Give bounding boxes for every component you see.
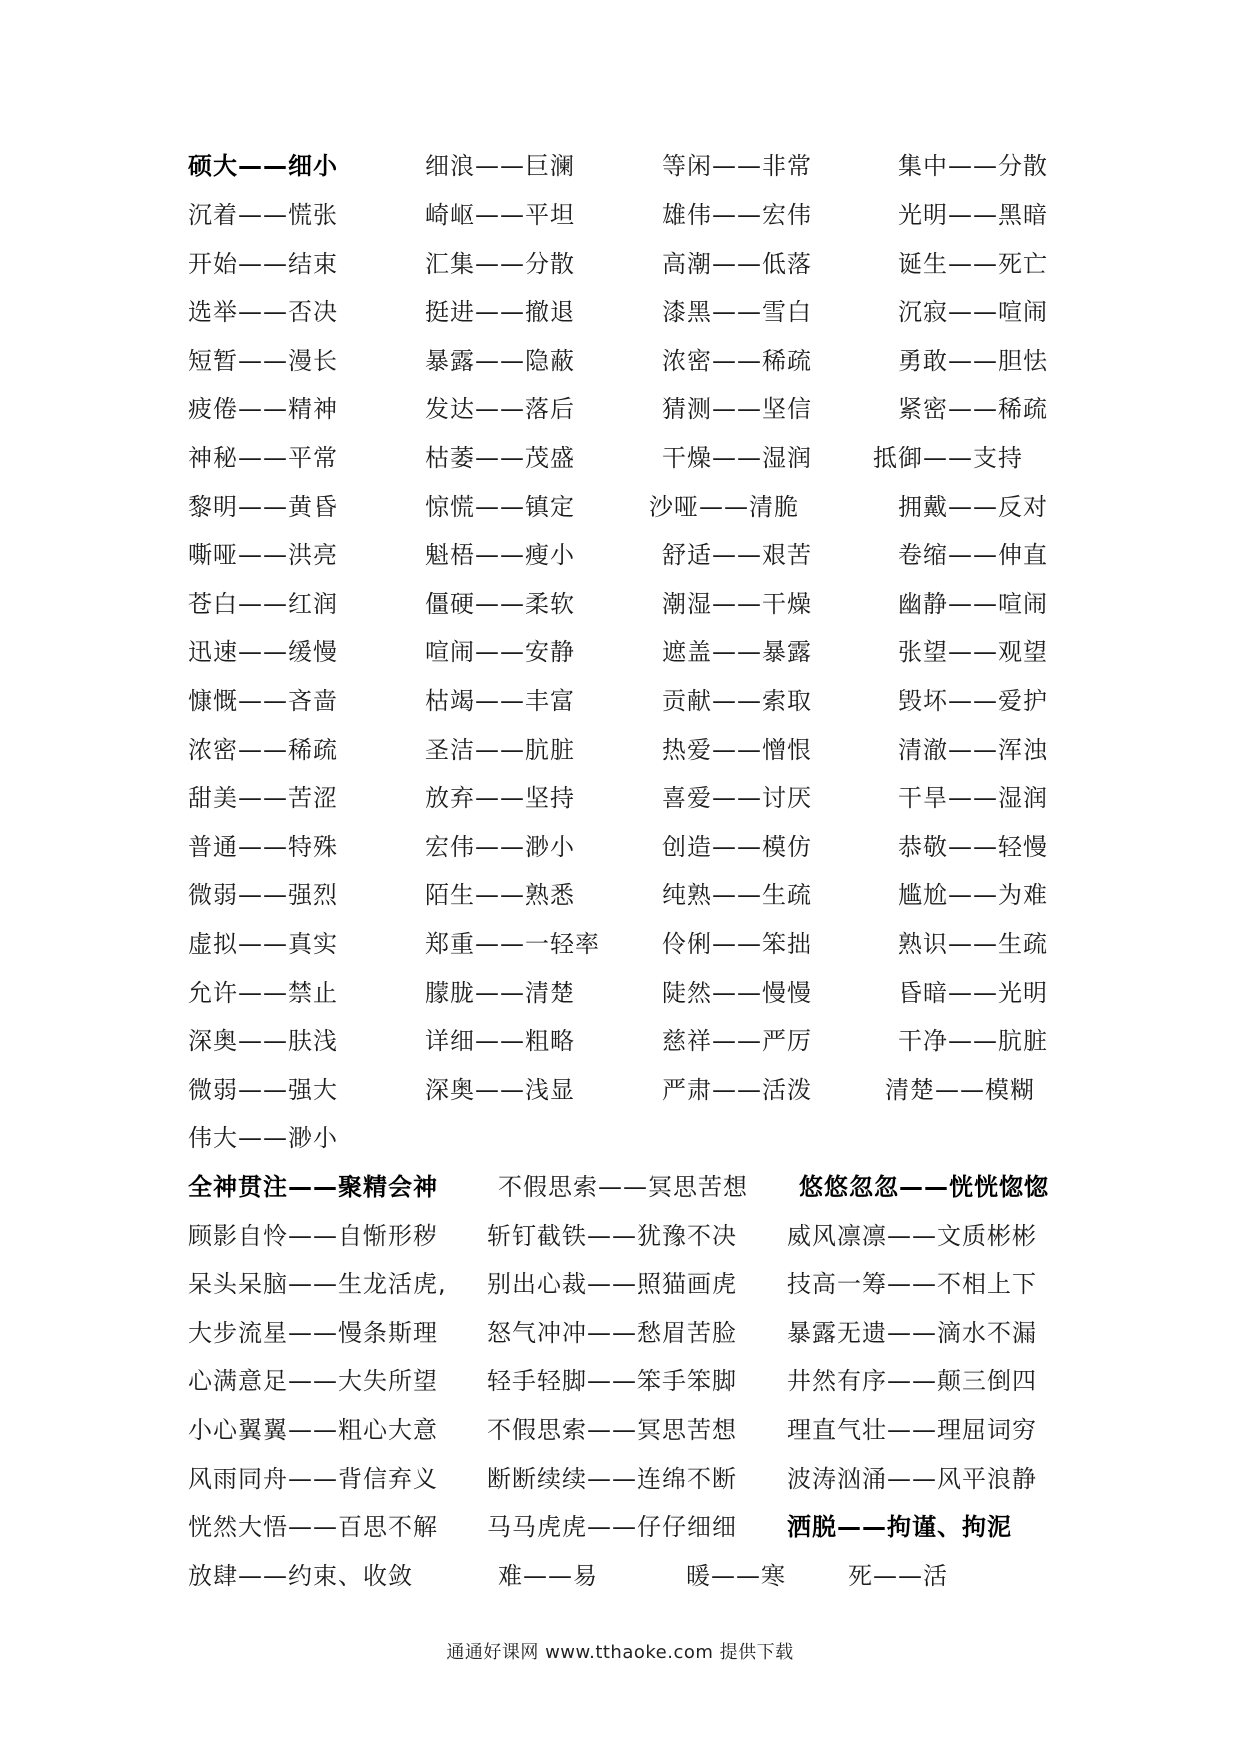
idiom-pair: 理直气壮——理屈词穷 [787, 1416, 1037, 1444]
antonym-pair: 潮湿——干燥 [662, 590, 812, 618]
antonym-pair: 放弃——坚持 [425, 784, 575, 812]
antonym-pair: 严肃——活泼 [662, 1076, 812, 1104]
antonym-pair: 枯萎——茂盛 [425, 444, 575, 472]
idiom-pair: 别出心裁——照猫画虎 [487, 1270, 737, 1298]
antonym-pair: 干燥——湿润 [662, 444, 812, 472]
antonym-pair: 甜美——苦涩 [188, 784, 338, 812]
antonym-pair: 难——易 [498, 1562, 598, 1590]
idiom-pair: 不假思索——冥思苦想 [487, 1416, 737, 1444]
antonym-pair: 深奥——肤浅 [188, 1027, 338, 1055]
antonym-pair: 勇敢——胆怯 [898, 347, 1048, 375]
idiom-pair: 井然有序——颠三倒四 [787, 1367, 1037, 1395]
idiom-pair: 暴露无遗——滴水不漏 [787, 1319, 1037, 1347]
antonym-pair: 昏暗——光明 [898, 979, 1048, 1007]
antonym-pair: 沉着——慌张 [188, 201, 338, 229]
antonym-pair: 暖——寒 [686, 1562, 786, 1590]
antonym-pair: 漆黑——雪白 [662, 298, 812, 326]
antonym-pair: 浓密——稀疏 [188, 736, 338, 764]
idiom-row [0, 1357, 1240, 1405]
antonym-row [0, 677, 1240, 725]
antonym-pair: 慈祥——严厉 [662, 1027, 812, 1055]
idiom-pair: 洒脱——拘谨、拘泥 [787, 1513, 1012, 1541]
antonym-pair: 干净——肮脏 [898, 1027, 1048, 1055]
antonym-row [0, 240, 1240, 288]
idiom-pair: 小心翼翼——粗心大意 [188, 1416, 438, 1444]
idiom-pair: 威风凛凛——文质彬彬 [787, 1222, 1037, 1250]
antonym-pair: 幽静——喧闹 [898, 590, 1048, 618]
antonym-pair: 遮盖——暴露 [662, 638, 812, 666]
antonym-row [0, 774, 1240, 822]
idiom-pair: 断断续续——连绵不断 [487, 1465, 737, 1493]
antonym-row [0, 726, 1240, 774]
antonym-pair: 清澈——浑浊 [898, 736, 1048, 764]
antonym-pair: 清楚——模糊 [885, 1076, 1035, 1104]
antonym-pair: 汇集——分散 [425, 250, 575, 278]
antonym-row [0, 337, 1240, 385]
antonym-pair: 死——活 [848, 1562, 948, 1590]
antonym-row [0, 628, 1240, 676]
antonym-pair: 抵御——支持 [873, 444, 1023, 472]
antonym-pair: 毁坏——爱护 [898, 687, 1048, 715]
antonym-pair: 喧闹——安静 [425, 638, 575, 666]
antonym-pair: 选举——否决 [188, 298, 338, 326]
antonym-pair: 贡献——索取 [662, 687, 812, 715]
antonym-pair: 迅速——缓慢 [188, 638, 338, 666]
antonym-row [0, 385, 1240, 433]
antonym-pair: 浓密——稀疏 [662, 347, 812, 375]
idiom-row [0, 1260, 1240, 1308]
idiom-pair: 悠悠忽忽——恍恍惚惚 [799, 1173, 1049, 1201]
idiom-row [0, 1503, 1240, 1551]
antonym-pair: 虚拟——真实 [188, 930, 338, 958]
antonym-pair: 神秘——平常 [188, 444, 338, 472]
antonym-pair: 嘶哑——洪亮 [188, 541, 338, 569]
idiom-row [0, 1309, 1240, 1357]
antonym-pair: 张望——观望 [898, 638, 1048, 666]
antonym-pair: 深奥——浅显 [425, 1076, 575, 1104]
antonym-row [0, 434, 1240, 482]
antonym-pair: 创造——模仿 [662, 833, 812, 861]
antonym-pair: 细浪——巨澜 [425, 152, 575, 180]
idiom-pair: 大步流星——慢条斯理 [188, 1319, 438, 1347]
antonym-pair: 圣洁——肮脏 [425, 736, 575, 764]
last-row [0, 1552, 1240, 1600]
antonym-pair: 僵硬——柔软 [425, 590, 575, 618]
antonym-row [0, 871, 1240, 919]
antonym-row [0, 1017, 1240, 1065]
antonym-pair: 纯熟——生疏 [662, 881, 812, 909]
antonym-pair: 光明——黑暗 [898, 201, 1048, 229]
antonym-pair: 微弱——强烈 [188, 881, 338, 909]
antonym-pair: 伶俐——笨拙 [662, 930, 812, 958]
antonym-row [0, 1066, 1240, 1114]
antonym-pair: 宏伟——渺小 [425, 833, 575, 861]
antonym-pair: 拥戴——反对 [898, 493, 1048, 521]
antonym-row [0, 483, 1240, 531]
idiom-row [0, 1212, 1240, 1260]
antonym-pair: 开始——结束 [188, 250, 338, 278]
antonym-row [0, 142, 1240, 190]
antonym-pair: 卷缩——伸直 [898, 541, 1048, 569]
antonym-pair: 郑重——一轻率 [425, 930, 600, 958]
antonym-pair: 沉寂——喧闹 [898, 298, 1048, 326]
antonym-pair: 伟大——渺小 [188, 1124, 338, 1152]
idiom-pair: 怒气冲冲——愁眉苦脸 [487, 1319, 737, 1347]
antonym-pair: 陡然——慢慢 [662, 979, 812, 1007]
idiom-pair: 呆头呆脑——生龙活虎, [188, 1270, 447, 1298]
idiom-pair: 恍然大悟——百思不解 [188, 1513, 438, 1541]
page-footer: 通通好课网 www.tthaoke.com 提供下载 [446, 1642, 794, 1663]
antonym-pair: 崎岖——平坦 [425, 201, 575, 229]
antonym-pair: 苍白——红润 [188, 590, 338, 618]
antonym-pair: 紧密——稀疏 [898, 395, 1048, 423]
idiom-pair: 斩钉截铁——犹豫不决 [487, 1222, 737, 1250]
antonym-pair: 普通——特殊 [188, 833, 338, 861]
idiom-pair: 顾影自怜——自惭形秽 [188, 1222, 438, 1250]
antonym-pair: 允许——禁止 [188, 979, 338, 1007]
idiom-pair: 马马虎虎——仔仔细细 [487, 1513, 737, 1541]
antonym-pair: 挺进——撤退 [425, 298, 575, 326]
antonym-pair: 暴露——隐蔽 [425, 347, 575, 375]
antonym-pair: 恭敬——轻慢 [898, 833, 1048, 861]
idiom-pair: 不假思索——冥思苦想 [498, 1173, 748, 1201]
antonym-pair: 猜测——坚信 [662, 395, 812, 423]
idiom-pair: 心满意足——大失所望 [188, 1367, 438, 1395]
antonym-pair: 发达——落后 [425, 395, 575, 423]
antonym-pair: 舒适——艰苦 [662, 541, 812, 569]
antonym-row [0, 823, 1240, 871]
antonym-pair: 沙哑——清脆 [649, 493, 799, 521]
idiom-row [0, 1455, 1240, 1503]
antonym-pair: 喜爱——讨厌 [662, 784, 812, 812]
idiom-row [0, 1163, 1240, 1211]
antonym-pair: 慷慨——吝啬 [188, 687, 338, 715]
antonym-pair: 枯竭——丰富 [425, 687, 575, 715]
antonym-pair: 诞生——死亡 [898, 250, 1048, 278]
antonym-row [0, 1114, 1240, 1162]
idiom-pair: 轻手轻脚——笨手笨脚 [487, 1367, 737, 1395]
antonym-row [0, 969, 1240, 1017]
antonym-pair: 硕大——细小 [188, 152, 338, 180]
antonym-row [0, 580, 1240, 628]
antonym-pair: 陌生——熟悉 [425, 881, 575, 909]
antonym-pair: 雄伟——宏伟 [662, 201, 812, 229]
idiom-row [0, 1406, 1240, 1454]
antonym-pair: 朦胧——清楚 [425, 979, 575, 1007]
antonym-pair: 干旱——湿润 [898, 784, 1048, 812]
idiom-pair: 风雨同舟——背信弃义 [188, 1465, 438, 1493]
antonym-pair: 微弱——强大 [188, 1076, 338, 1104]
antonym-pair: 热爱——憎恨 [662, 736, 812, 764]
antonym-pair: 等闲——非常 [662, 152, 812, 180]
antonym-pair: 详细——粗略 [425, 1027, 575, 1055]
antonym-row [0, 288, 1240, 336]
antonym-pair: 魁梧——瘦小 [425, 541, 575, 569]
antonym-row [0, 191, 1240, 239]
idiom-pair: 技高一筹——不相上下 [787, 1270, 1037, 1298]
antonym-pair: 惊慌——镇定 [425, 493, 575, 521]
antonym-pair: 高潮——低落 [662, 250, 812, 278]
antonym-row [0, 531, 1240, 579]
idiom-pair: 全神贯注——聚精会神 [188, 1173, 438, 1201]
antonym-pair: 熟识——生疏 [898, 930, 1048, 958]
antonym-row [0, 920, 1240, 968]
antonym-pair: 尴尬——为难 [898, 881, 1048, 909]
antonym-pair: 疲倦——精神 [188, 395, 338, 423]
antonym-pair: 短暂——漫长 [188, 347, 338, 375]
antonym-pair: 黎明——黄昏 [188, 493, 338, 521]
idiom-pair: 波涛汹涌——风平浪静 [787, 1465, 1037, 1493]
antonym-pair: 放肆——约束、收敛 [188, 1562, 413, 1590]
antonym-pair: 集中——分散 [898, 152, 1048, 180]
